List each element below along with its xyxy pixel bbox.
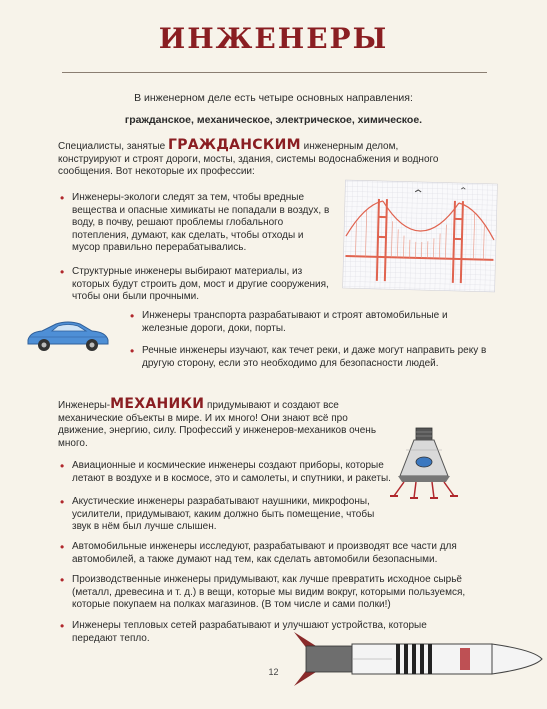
intro-directions: гражданское, механическое, электрическое, химическое.	[124, 114, 423, 126]
civil-lead-after: инженерным делом, конструируют и строят дороги, мосты, здания, системы водоснабжения и водного сообщения. Вот некоторые их профессии:	[58, 141, 439, 177]
page-number: 12	[268, 667, 279, 677]
civil-lead-before: Специалисты, занятые	[58, 141, 169, 152]
mech-item-2: • Акустические инженеры разрабатывают наушники, микрофоны, усилители, придумывают, каким должно быть помещение, чтобы звук в нём был лучше слышен.	[72, 496, 382, 534]
rocket-illustration	[286, 628, 544, 688]
civil-item-3: • Инженеры транспорта разрабатывают и строят автомобильные и железные дороги, доки, порты.	[142, 310, 482, 335]
mech-keyword: МЕХАНИКИ	[110, 396, 205, 412]
mech-item-5: • Инженеры тепловых сетей разрабатывают и улучшают устройства, которые передают тепло.	[72, 620, 462, 645]
page-title: ИНЖЕНЕРЫ	[158, 22, 389, 55]
space-capsule-illustration	[386, 426, 462, 502]
civil-lead	[58, 139, 458, 179]
mech-item-4: • Производственные инженеры придумывают, как лучше превратить исходное сырьё (металл, древесина и т. д.) в вещи, которые мы видим вокруг, которыми пользуемся, которые покупаем на полках магазинов. (В том числе и сами полки!)	[72, 574, 472, 612]
bridge-illustration	[336, 178, 504, 296]
mech-lead-after: придумывают и создают все механические объекты в мире. И их много! Они знают всё про движение, энергию, силу. Профессий у инженеров-механиков очень много.	[58, 400, 377, 449]
civil-item-4: • Речные инженеры изучают, как течет реки, и даже могут направить реку в другую сторону, если это необходимо для безопасности людей.	[142, 345, 487, 370]
civil-item-2: • Структурные инженеры выбирают материалы, из которых будут строить дом, мост и другие сооружения, чтобы они были прочными.	[72, 266, 334, 304]
mech-lead	[58, 398, 378, 450]
civil-item-1: • Инженеры-экологи следят за тем, чтобы вредные вещества и опасные химикаты не попадали в воздух, в воду, в почву, решают проблемы глобального потепления, думают, как сделать, чтобы отходы и мусор правильно перерабатывались.	[72, 192, 334, 255]
civil-keyword: ГРАЖДАНСКИМ	[168, 137, 301, 153]
title-divider	[62, 72, 487, 73]
car-illustration	[22, 316, 114, 356]
mech-item-1: • Авиационные и космические инженеры создают приборы, которые летают в воздухе и в космосе, это и самолеты, и спутники, и ракеты.	[72, 460, 392, 485]
mech-item-3: • Автомобильные инженеры исследуют, разрабатывают и производят все части для автомобилей, а также думают над тем, как сделать автомобили безопасными.	[72, 541, 462, 566]
intro-line: В инженерном деле есть четыре основных направления:	[134, 92, 413, 104]
mech-lead-before: Инженеры-	[58, 400, 111, 411]
